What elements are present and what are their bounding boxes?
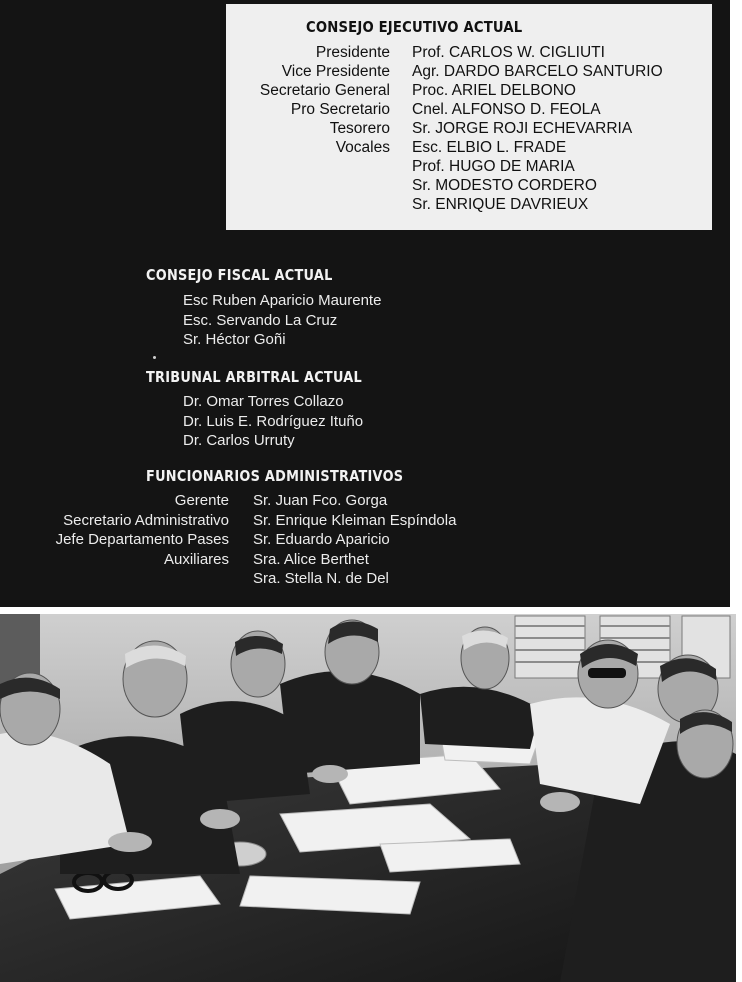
member-name: Sr. Juan Fco. Gorga bbox=[253, 492, 388, 509]
print-speck bbox=[153, 356, 156, 359]
member-name: Sr. JORGE ROJI ECHEVARRIA bbox=[412, 120, 633, 137]
funcionarios-roles bbox=[0, 491, 229, 569]
role-label: Gerente bbox=[174, 492, 229, 509]
member-name: Sr. Eduardo Aparicio bbox=[253, 531, 390, 548]
member-name: Sr. Enrique Kleiman Espíndola bbox=[253, 511, 457, 529]
member-name: Sr. MODESTO CORDERO bbox=[412, 177, 597, 194]
role-label: Presidente bbox=[315, 44, 390, 61]
member-name: Prof. HUGO DE MARIA bbox=[412, 158, 575, 175]
member-name: Cnel. ALFONSO D. FEOLA bbox=[412, 101, 601, 118]
tribunal-arbitral-title: TRIBUNAL ARBITRAL ACTUAL bbox=[146, 368, 363, 386]
member-name: Esc. Servando La Cruz bbox=[183, 311, 338, 329]
member-name: Esc Ruben Aparicio Maurente bbox=[183, 292, 382, 309]
tribunal-arbitral-list bbox=[183, 392, 363, 451]
member-name: Prof. CARLOS W. CIGLIUTI bbox=[412, 44, 605, 61]
consejo-ejecutivo-box bbox=[226, 4, 712, 230]
consejo-fiscal-title: CONSEJO FISCAL ACTUAL bbox=[146, 266, 333, 284]
member-name: Sra. Alice Berthet bbox=[253, 550, 369, 568]
role-label: Auxiliares bbox=[163, 550, 229, 568]
consejo-ejecutivo-title: CONSEJO EJECUTIVO ACTUAL bbox=[306, 18, 523, 36]
member-name: Agr. DARDO BARCELO SANTURIO bbox=[412, 63, 663, 80]
role-label: Jefe Departamento Pases bbox=[55, 531, 229, 548]
member-name: Dr. Luis E. Rodríguez Ituño bbox=[183, 412, 364, 430]
role-label: Vice Presidente bbox=[281, 63, 390, 80]
role-label: Vocales bbox=[335, 139, 390, 156]
member-name: Esc. ELBIO L. FRADE bbox=[412, 139, 567, 156]
consejo-ejecutivo-roles bbox=[226, 43, 390, 157]
role-label: Tesorero bbox=[329, 120, 390, 137]
role-label: Secretario Administrativo bbox=[63, 511, 229, 529]
member-name: Dr. Omar Torres Collazo bbox=[183, 393, 344, 410]
member-name: Proc. ARIEL DELBONO bbox=[412, 82, 576, 99]
consejo-ejecutivo-names bbox=[412, 43, 712, 214]
member-name: Sr. ENRIQUE DAVRIEUX bbox=[412, 196, 589, 213]
consejo-fiscal-list bbox=[183, 291, 381, 350]
member-name: Sra. Stella N. de Del bbox=[253, 570, 389, 587]
role-label: Secretario General bbox=[259, 82, 390, 99]
member-name: Dr. Carlos Urruty bbox=[183, 432, 295, 449]
member-name: Sr. Héctor Goñi bbox=[183, 331, 286, 348]
meeting-photo-illustration bbox=[0, 614, 736, 982]
meeting-photograph bbox=[0, 614, 736, 982]
funcionarios-names bbox=[253, 491, 456, 589]
funcionarios-title: FUNCIONARIOS ADMINISTRATIVOS bbox=[146, 467, 404, 485]
role-label: Pro Secretario bbox=[290, 101, 390, 118]
